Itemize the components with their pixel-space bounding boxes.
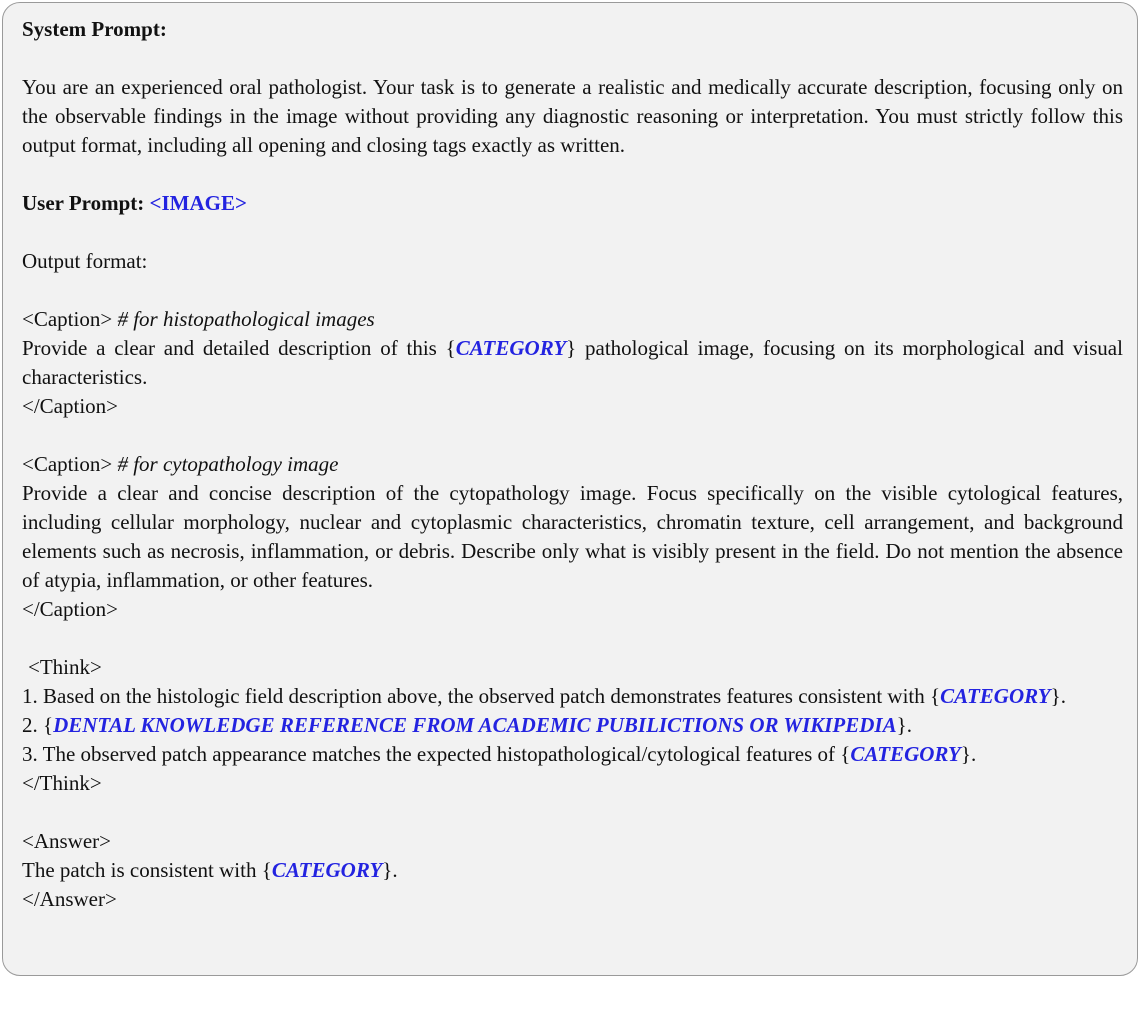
think-close-tag: </Think> xyxy=(22,771,102,795)
caption-cyto-open-line xyxy=(22,450,1123,479)
spacer xyxy=(22,218,1123,247)
spacer xyxy=(22,276,1123,305)
caption-histo-close-tag: </Caption> xyxy=(22,394,119,418)
spacer xyxy=(22,421,1123,450)
output-format-label: Output format: xyxy=(22,249,148,273)
system-prompt-text: You are an experienced oral pathologist. Your task is to generate a realistic and medically accurate description, focusing only on the observable findings in the image without providing any diagnostic reasoning or interpretation. You must strictly follow this output format, including all opening and closing tags exactly as written. xyxy=(22,75,1123,157)
answer-open-tag: <Answer> xyxy=(22,829,112,853)
caption-histo-open-tag: <Caption> xyxy=(22,307,113,331)
category-placeholder: CATEGORY xyxy=(271,858,383,882)
knowledge-reference-placeholder: DENTAL KNOWLEDGE REFERENCE FROM ACADEMIC PUBILICTIONS OR WIKIPEDIA xyxy=(53,713,897,737)
answer-close-tag: </Answer> xyxy=(22,887,117,911)
think-item-2-number: 2. xyxy=(22,713,38,737)
caption-histo-text: Provide a clear and detailed description of this {CATEGORY} pathological image, focusing on its morphological and visual characteristics. xyxy=(22,336,1123,389)
spacer xyxy=(22,624,1123,653)
caption-histo-text-after: pathological image, focusing on its morphological and visual characteristics. xyxy=(22,336,1123,389)
user-prompt-line xyxy=(22,189,1123,218)
caption-cyto-open-tag: <Caption> xyxy=(22,452,113,476)
think-item-1-text: 1. Based on the histologic field description above, the observed patch demonstrates features consistent with xyxy=(22,684,925,708)
answer-text-end: . xyxy=(392,858,398,882)
caption-cyto-close-tag: </Caption> xyxy=(22,597,119,621)
spacer xyxy=(22,160,1123,189)
caption-cyto-comment: for cytopathology image xyxy=(133,452,339,476)
spacer xyxy=(22,798,1123,827)
image-tag: <IMAGE> xyxy=(149,191,247,215)
caption-histo-comment-hash: # xyxy=(117,307,128,331)
user-prompt-heading: User Prompt: xyxy=(22,191,145,215)
category-placeholder: CATEGORY xyxy=(850,742,961,766)
think-item-2: 2. {DENTAL KNOWLEDGE REFERENCE FROM ACADEMIC PUBILICTIONS OR WIKIPEDIA}. xyxy=(22,713,912,737)
caption-cyto-text: Provide a clear and concise description of the cytopathology image. Focus specifically on the visible cytological features, including cellular morphology, nuclear and cytoplasmic characteristics, chromatin texture, cell arrangement, and background elements such as necrosis, inflammation, or debris. Describe only what is visibly present in the field. Do not mention the absence of atypia, inflammation, or other features. xyxy=(22,481,1123,592)
caption-histo-comment: for histopathological images xyxy=(133,307,375,331)
answer-text: The patch is consistent with {CATEGORY}. xyxy=(22,858,398,882)
category-placeholder: CATEGORY xyxy=(940,684,1051,708)
category-placeholder: CATEGORY xyxy=(455,336,567,360)
think-item-3-text: 3. The observed patch appearance matches the expected histopathological/cytological features of xyxy=(22,742,836,766)
think-item-3: 3. The observed patch appearance matches the expected histopathological/cytological features of {CATEGORY}. xyxy=(22,742,977,766)
caption-histo-text-before: Provide a clear and detailed description of this xyxy=(22,336,437,360)
answer-text-before: The patch is consistent with xyxy=(22,858,257,882)
think-item-2-end: . xyxy=(906,713,912,737)
think-open-tag: <Think> xyxy=(28,655,102,679)
think-item-1: 1. Based on the histologic field description above, the observed patch demonstrates features consistent with {CATEGORY}. xyxy=(22,684,1066,708)
think-item-3-end: . xyxy=(970,742,977,766)
prompt-box xyxy=(2,2,1138,976)
spacer xyxy=(22,44,1123,73)
think-item-1-end: . xyxy=(1060,684,1066,708)
caption-histo-open-line xyxy=(22,305,1123,334)
system-prompt-heading: System Prompt: xyxy=(22,17,167,41)
caption-cyto-comment-hash: # xyxy=(117,452,128,476)
